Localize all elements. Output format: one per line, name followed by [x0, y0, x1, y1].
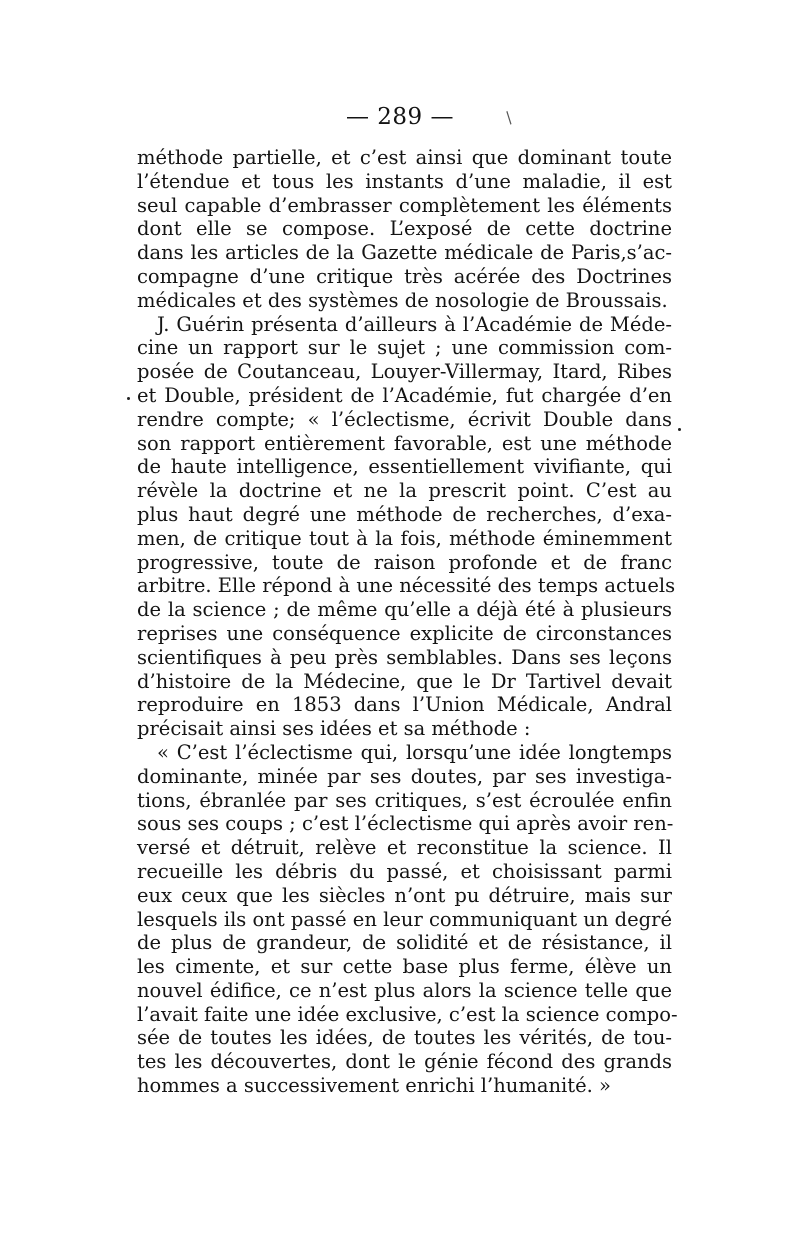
text-line: arbitre. Elle répond à une nécessité des temps actuels — [137, 574, 676, 598]
text-line: l’étendue et tous les instants d’une maladie, il est — [137, 169, 672, 193]
text-line: compagne d’une critique très acérée des Doctrines — [137, 264, 672, 288]
text-line: d’histoire de la Médecine, que le Dr Tartivel devait — [137, 669, 672, 693]
text-line: sous ses coups ; c’est l’éclectisme qui après avoir ren- — [137, 812, 674, 836]
text-line: tes les découvertes, dont le génie fécond des grands — [137, 1050, 672, 1074]
text-line: rendre compte; « l’éclectisme, écrivit Double dans — [137, 407, 672, 431]
text-line: de la science ; de même qu’elle a déjà été à plusieurs — [137, 598, 672, 622]
text-line: men, de critique tout à la fois, méthode éminemment — [137, 526, 672, 550]
text-line: dominante, minée par ses doutes, par ses investiga- — [137, 764, 672, 788]
text-line: tions, ébranlée par ses critiques, s’est écroulée enfin — [137, 788, 672, 812]
text-line: nouvel édifice, ce n’est plus alors la science telle que — [137, 978, 672, 1002]
text-line: révèle la doctrine et ne la prescrit point. C’est au — [137, 479, 672, 503]
margin-speck — [678, 428, 681, 431]
text-line: et Double, président de l’Académie, fut chargée d’en — [137, 383, 672, 407]
text-line: recueille les débris du passé, et choisissant parmi — [137, 859, 672, 883]
text-line: eux ceux que les siècles n’ont pu détruire, mais sur — [137, 883, 672, 907]
text-line: de plus de grandeur, de solidité et de résistance, il — [137, 931, 672, 955]
text-line: scientifiques à peu près semblables. Dans ses leçons — [137, 645, 672, 669]
text-line: J. Guérin présenta d’ailleurs à l’Académie de Méde- — [157, 312, 672, 336]
text-line: les cimente, et sur cette base plus ferme, élève un — [137, 955, 672, 979]
text-line: sée de toutes les idées, de toutes les vérités, de tou- — [137, 1026, 672, 1050]
text-line: précisait ainsi ses idées et sa méthode : — [137, 717, 531, 741]
text-line: hommes a successivement enrichi l’humanité. » — [137, 1074, 611, 1098]
text-line: l’avait faite une idée exclusive, c’est la science compo- — [137, 1002, 678, 1026]
body-text — [137, 146, 678, 1098]
stray-pen-mark: / — [501, 108, 517, 127]
text-line: lesquels ils ont passé en leur communiquant un degré — [137, 907, 672, 931]
text-line: plus haut degré une méthode de recherches, d’exa- — [137, 502, 672, 526]
text-line: seul capable d’embrasser complètement les éléments — [137, 193, 672, 217]
text-line: progressive, toute de raison profonde et de franc — [137, 550, 672, 574]
text-line: cine un rapport sur le sujet ; une commission com- — [137, 336, 672, 360]
text-line: dans les articles de la Gazette médicale de Paris,s’ac- — [137, 241, 672, 265]
text-line: son rapport entièrement favorable, est une méthode — [137, 431, 672, 455]
page-number: — 289 — — [345, 104, 455, 130]
text-line: « C’est l’éclectisme qui, lorsqu’une idée longtemps — [157, 740, 672, 764]
text-line: posée de Coutanceau, Louyer-Villermay, Itard, Ribes — [137, 360, 672, 384]
text-line: versé et détruit, relève et reconstitue la science. Il — [137, 836, 672, 860]
margin-speck — [127, 397, 130, 400]
text-line: méthode partielle, et c’est ainsi que dominant toute — [137, 146, 672, 169]
text-line: reprises une conséquence explicite de circonstances — [137, 621, 672, 645]
text-line: médicales et des systèmes de nosologie de Broussais. — [137, 288, 668, 312]
text-line: dont elle se compose. L’exposé de cette doctrine — [137, 217, 672, 241]
text-line: reproduire en 1853 dans l’Union Médicale, Andral — [137, 693, 672, 717]
text-line: de haute intelligence, essentiellement vivifiante, qui — [137, 455, 672, 479]
